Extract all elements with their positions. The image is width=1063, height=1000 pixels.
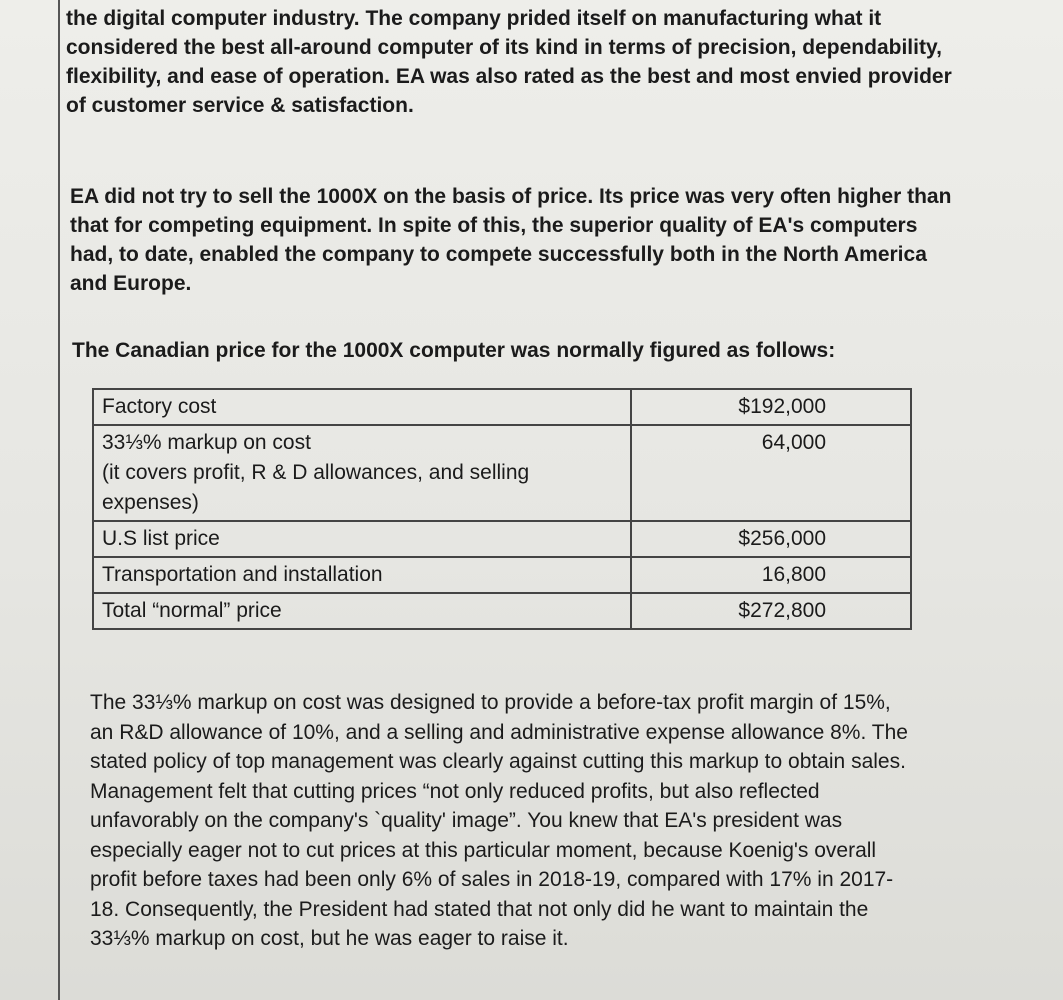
table-row: [93, 521, 911, 557]
row-amount: 16,800: [631, 557, 911, 593]
text-line: The 33⅓% markup on cost was designed to provide a before-tax profit margin of 15%,: [90, 691, 891, 714]
paragraph-markup-policy: [90, 688, 960, 954]
row-amount: 64,000: [631, 425, 911, 521]
paragraph-pricing-basis: [70, 182, 1005, 298]
text-line: flexibility, and ease of operation. EA was also rated as the best and most envied provider: [66, 65, 952, 88]
row-label: Factory cost: [93, 389, 631, 425]
table-row: [93, 593, 911, 629]
row-label-markup: [93, 425, 631, 521]
row-label: 33⅓% markup on cost: [102, 431, 311, 454]
text-line: profit before taxes had been only 6% of sales in 2018-19, compared with 17% in 2017-: [90, 868, 894, 891]
table-row: [93, 557, 911, 593]
paragraph-table-intro: [72, 336, 972, 365]
text-line: of customer service & satisfaction.: [66, 94, 414, 117]
text-line: that for competing equipment. In spite of this, the superior quality of EA's computers: [70, 214, 918, 237]
text-line: 33⅓% markup on cost, but he was eager to raise it.: [90, 927, 569, 950]
text-line: considered the best all-around computer of its kind in terms of precision, dependability,: [66, 36, 942, 59]
text-line: an R&D allowance of 10%, and a selling and administrative expense allowance 8%. The: [90, 720, 908, 744]
text-line: especially eager not to cut prices at this particular moment, because Koenig's overall: [90, 838, 877, 862]
paragraph-company-quality: [66, 4, 1016, 120]
text-line: unfavorably on the company's `quality' image”. You knew that EA's president was: [90, 809, 843, 832]
row-note: (it covers profit, R & D allowances, and selling expenses): [102, 461, 530, 514]
text-line: The Canadian price for the 1000X computer was normally figured as follows:: [72, 339, 836, 362]
text-line: had, to date, enabled the company to compete successfully both in the North America: [70, 243, 927, 266]
price-table: [92, 388, 912, 630]
text-line: Management felt that cutting prices “not only reduced profits, but also reflected: [90, 779, 820, 803]
row-label: Total “normal” price: [93, 593, 631, 629]
text-line: the digital computer industry. The company prided itself on manufacturing what it: [66, 7, 882, 30]
row-label: Transportation and installation: [93, 557, 631, 593]
text-line: 18. Consequently, the President had stated that not only did he want to maintain the: [90, 897, 869, 921]
table-row: [93, 425, 911, 521]
text-line: and Europe.: [70, 272, 192, 295]
table-row: [93, 389, 911, 425]
text-line: stated policy of top management was clearly against cutting this markup to obtain sales.: [90, 750, 906, 773]
text-line: EA did not try to sell the 1000X on the basis of price. Its price was very often higher than: [70, 185, 952, 208]
margin-rule: [58, 0, 60, 1000]
row-amount: $192,000: [631, 389, 911, 425]
row-label: U.S list price: [93, 521, 631, 557]
row-amount: $256,000: [631, 521, 911, 557]
row-amount: $272,800: [631, 593, 911, 629]
